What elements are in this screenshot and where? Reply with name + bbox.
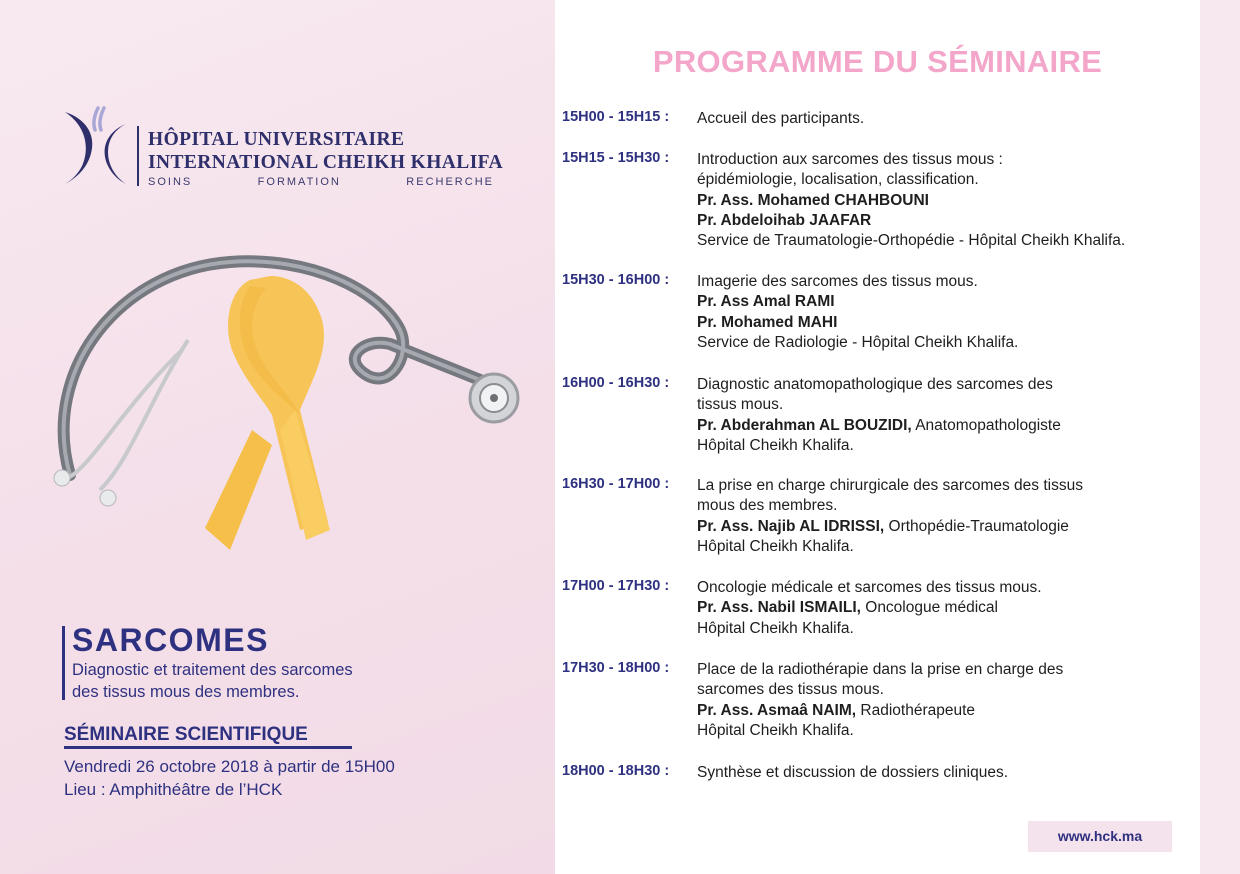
session-line [697, 660, 1063, 680]
session-line [697, 231, 1125, 251]
session-details [697, 578, 1042, 639]
session-line [697, 272, 1018, 292]
session-line [697, 476, 1083, 496]
seminar-date: Vendredi 26 octobre 2018 à partir de 15H00 [64, 757, 395, 776]
hospital-name-line2: INTERNATIONAL CHEIKH KHALIFA [148, 152, 504, 173]
session-time: 15H15 - 15H30 : [562, 150, 670, 166]
session-line [697, 496, 1083, 516]
speaker-line [697, 313, 1018, 333]
session-details [697, 763, 1008, 783]
speaker-name: Pr. Abderahman AL BOUZIDI, [697, 416, 912, 434]
speaker-name: Pr. Ass. Najib AL IDRISSI, [697, 517, 885, 535]
session-line [697, 333, 1018, 353]
session-line [697, 680, 1063, 700]
speaker-name: Pr. Ass. Asmaâ NAIM, [697, 701, 857, 719]
session-time: 17H30 - 18H00 : [562, 660, 670, 676]
line-text: Oncologie médicale et sarcomes des tissus mous. [697, 579, 1042, 596]
line-text: Anatomopathologiste [911, 416, 1061, 434]
line-text: épidémiologie, localisation, classification. [697, 171, 979, 189]
speaker-line [697, 292, 1018, 312]
session-time: 15H30 - 16H00 : [562, 272, 670, 288]
hck-logo-icon [60, 100, 130, 190]
session-line [697, 436, 1061, 456]
line-text: mous des membres. [697, 497, 838, 515]
session-line [697, 395, 1061, 415]
session-line [697, 109, 864, 129]
session-details [697, 375, 1061, 456]
line-text: tissus mous. [697, 396, 784, 414]
seminar-subtitle-line2: des tissus mous des membres. [72, 683, 300, 701]
session-line [697, 619, 1042, 639]
hospital-name-line1: HÔPITAL UNIVERSITAIRE [148, 129, 405, 150]
speaker-name: Pr. Ass. Nabil ISMAILI, [697, 599, 861, 617]
speaker-name: Pr. Ass. Mohamed CHAHBOUNI [697, 191, 929, 209]
hospital-tagline [148, 176, 494, 188]
speaker-name: Pr. Mohamed MAHI [697, 313, 838, 331]
line-text: La prise en charge chirurgicale des sarcomes des tissus [697, 477, 1083, 494]
session-line [697, 578, 1042, 598]
line-text: Synthèse et discussion de dossiers cliniques. [697, 764, 1009, 781]
line-text: Hôpital Cheikh Khalifa. [697, 721, 854, 739]
line-text: Service de Traumatologie-Orthopédie - Hôpital Cheikh Khalifa. [697, 232, 1126, 250]
line-text: Accueil des participants. [697, 110, 865, 127]
session-line [697, 537, 1083, 557]
seminar-label-underline [64, 746, 352, 749]
line-text: Oncologue médical [860, 599, 998, 617]
programme-title: PROGRAMME DU SÉMINAIRE [652, 44, 1103, 79]
session-line [697, 763, 1008, 783]
session-time: 16H30 - 17H00 : [562, 476, 670, 492]
session-line [697, 375, 1061, 395]
line-text: Imagerie des sarcomes des tissus mous. [697, 273, 978, 290]
session-details [697, 476, 1083, 557]
session-details [697, 150, 1125, 251]
line-text: Service de Radiologie - Hôpital Cheikh Khalifa. [697, 333, 1019, 351]
line-text: sarcomes des tissus mous. [697, 681, 884, 699]
seminar-venue: Lieu : Amphithéâtre de l’HCK [64, 780, 283, 799]
left-panel [0, 0, 555, 874]
tagline-soins: SOINS [148, 176, 193, 188]
speaker-line [697, 701, 1063, 721]
line-text: Introduction aux sarcomes des tissus mous : [697, 151, 1003, 168]
session-time: 17H00 - 17H30 : [562, 578, 670, 594]
seminar-label: SÉMINAIRE SCIENTIFIQUE [64, 724, 308, 745]
seminar-topic: SARCOMES [72, 622, 269, 658]
line-text: Place de la radiothérapie dans la prise en charge des [697, 661, 1064, 678]
tagline-recherche: RECHERCHE [406, 176, 494, 188]
speaker-line [697, 191, 1125, 211]
session-time: 15H00 - 15H15 : [562, 109, 670, 125]
right-margin-strip [1200, 0, 1240, 874]
session-line [697, 150, 1125, 170]
topic-accent-bar [62, 626, 65, 700]
line-text: Hôpital Cheikh Khalifa. [697, 537, 854, 555]
session-details [697, 109, 864, 129]
line-text: Orthopédie-Traumatologie [884, 517, 1069, 535]
stethoscope-yellow-ribbon-image [0, 230, 555, 570]
line-text: Hôpital Cheikh Khalifa. [697, 436, 854, 454]
session-line [697, 721, 1063, 741]
session-time: 18H00 - 18H30 : [562, 763, 670, 779]
line-text: Hôpital Cheikh Khalifa. [697, 619, 854, 637]
session-details [697, 660, 1063, 741]
tagline-formation: FORMATION [257, 176, 341, 188]
programme-panel [555, 0, 1200, 874]
session-time: 16H00 - 16H30 : [562, 375, 670, 391]
speaker-line [697, 598, 1042, 618]
speaker-name: Pr. Abdeloihab JAAFAR [697, 211, 872, 229]
logo-divider [137, 126, 139, 186]
speaker-line [697, 211, 1125, 231]
line-text: Diagnostic anatomopathologique des sarcomes des [697, 376, 1053, 393]
line-text: Radiothérapeute [856, 701, 976, 719]
speaker-line [697, 416, 1061, 436]
seminar-subtitle-line1: Diagnostic et traitement des sarcomes [72, 661, 353, 679]
speaker-line [697, 517, 1083, 537]
website-link[interactable]: www.hck.ma [1028, 821, 1172, 852]
session-line [697, 170, 1125, 190]
session-details [697, 272, 1018, 353]
speaker-name: Pr. Ass Amal RAMI [697, 293, 835, 311]
